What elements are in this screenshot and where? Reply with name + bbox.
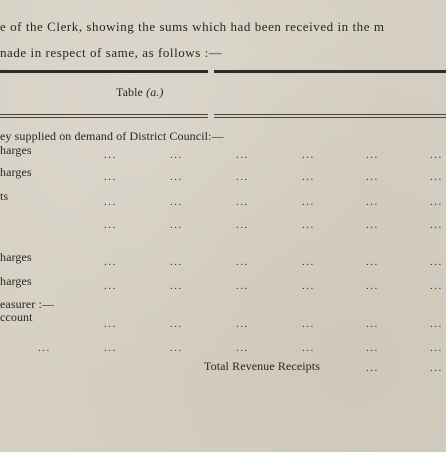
leader-dots: ... bbox=[170, 318, 183, 330]
leader-dots: ... bbox=[366, 219, 379, 231]
treasurer-row-1: ccount bbox=[0, 310, 33, 324]
leader-dots: ... bbox=[170, 171, 183, 183]
total-leader-1: ... bbox=[366, 362, 379, 374]
row-label-5: harges bbox=[0, 250, 32, 264]
intro-line-1: e of the Clerk, showing the sums which had been received in the m bbox=[0, 19, 385, 34]
leader-dots: ... bbox=[236, 342, 249, 354]
leader-dots: ... bbox=[302, 149, 315, 161]
leader-dots: ... bbox=[366, 318, 379, 330]
leader-dots: ... bbox=[104, 149, 117, 161]
table-caption bbox=[116, 86, 164, 98]
leader-dots: ... bbox=[430, 342, 443, 354]
leader-dots: ... bbox=[170, 342, 183, 354]
top-rule-thick-right bbox=[214, 70, 446, 73]
row-label-2: harges bbox=[0, 165, 32, 179]
leader-dots: ... bbox=[430, 149, 443, 161]
leader-dots: ... bbox=[104, 280, 117, 292]
leader-dots: ... bbox=[430, 219, 443, 231]
leader-dots: ... bbox=[170, 280, 183, 292]
row-label-3: ts bbox=[0, 189, 9, 203]
caption-rule-2 bbox=[0, 117, 208, 118]
leader-dots: ... bbox=[104, 342, 117, 354]
table-caption-label: Table bbox=[116, 85, 143, 99]
leader-dots: ... bbox=[302, 280, 315, 292]
intro-line-2: nade in respect of same, as follows :— bbox=[0, 45, 223, 60]
leader-dots: ... bbox=[236, 171, 249, 183]
leader-dots: ... bbox=[302, 256, 315, 268]
leader-dots: ... bbox=[366, 280, 379, 292]
leader-dots: ... bbox=[236, 280, 249, 292]
leader-dots: ... bbox=[236, 149, 249, 161]
leader-dots: ... bbox=[170, 196, 183, 208]
total-revenue-label: Total Revenue Receipts bbox=[204, 359, 320, 373]
section-header: ey supplied on demand of District Council:— bbox=[0, 129, 224, 143]
leader-dots: ... bbox=[170, 149, 183, 161]
table-caption-letter: (a.) bbox=[146, 85, 164, 99]
leader-dots: ... bbox=[430, 256, 443, 268]
leader-dots: ... bbox=[104, 256, 117, 268]
row-label-1: harges bbox=[0, 143, 32, 157]
leader-dots: ... bbox=[430, 318, 443, 330]
leader-dots: ... bbox=[104, 219, 117, 231]
leader-dots: ... bbox=[236, 196, 249, 208]
leader-dots: ... bbox=[366, 342, 379, 354]
leader-dots: ... bbox=[236, 318, 249, 330]
leader-dots: ... bbox=[236, 256, 249, 268]
leader-dots: ... bbox=[104, 318, 117, 330]
leader-dots: ... bbox=[302, 219, 315, 231]
top-rule-thick bbox=[0, 70, 208, 73]
leader-dots: ... bbox=[366, 196, 379, 208]
total-leader-2: ... bbox=[430, 362, 443, 374]
leader-dots: ... bbox=[430, 280, 443, 292]
leader-dots: ... bbox=[302, 318, 315, 330]
leader-dots: ... bbox=[366, 171, 379, 183]
treasurer-header: easurer :— bbox=[0, 297, 54, 311]
leader-dots: ... bbox=[236, 219, 249, 231]
leader-dots: ... bbox=[104, 171, 117, 183]
leader-dots: ... bbox=[302, 196, 315, 208]
leader-dots: ... bbox=[104, 196, 117, 208]
leader-dots: ... bbox=[430, 171, 443, 183]
caption-rule bbox=[0, 114, 208, 115]
leader-dots: ... bbox=[366, 256, 379, 268]
leader-dots: ... bbox=[170, 256, 183, 268]
leader-dots: ... bbox=[170, 219, 183, 231]
caption-rule-right bbox=[214, 114, 446, 115]
row-label-6: harges bbox=[0, 274, 32, 288]
leader-dots: ... bbox=[302, 171, 315, 183]
leader-dots: ... bbox=[302, 342, 315, 354]
leader-dots: ... bbox=[38, 342, 51, 354]
leader-dots: ... bbox=[366, 149, 379, 161]
leader-dots: ... bbox=[430, 196, 443, 208]
caption-rule-2-right bbox=[214, 117, 446, 118]
